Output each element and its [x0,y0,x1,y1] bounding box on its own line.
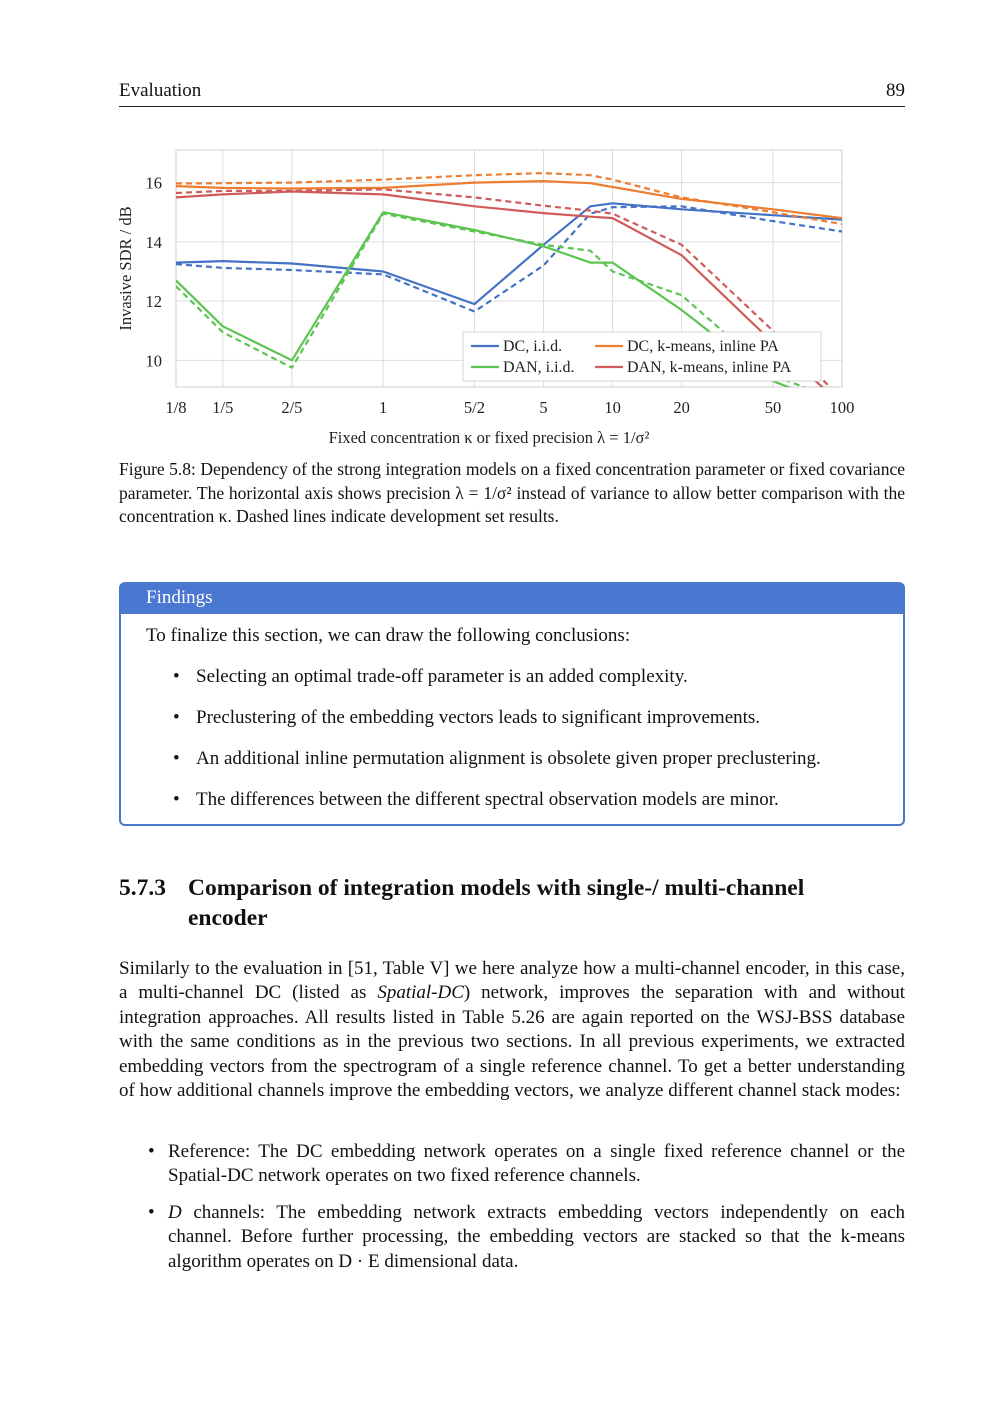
x-tick-label: 100 [829,398,855,417]
legend-label: DAN, i.i.d. [503,359,575,376]
series-line [176,206,842,311]
list-item-lead: D [168,1201,182,1223]
sdr-line-chart [100,140,880,452]
findings-list [173,666,821,830]
list-item [148,1140,905,1189]
body-paragraph [119,957,905,1103]
series-line [176,203,842,304]
y-tick-label: 12 [145,292,162,312]
y-tick-label: 16 [145,173,162,193]
x-axis-label: Fixed concentration κ or fixed precision λ = 1/σ² [328,428,650,447]
section-number: 5.7.3 [119,875,166,901]
findings-box [119,582,905,826]
x-tick-label: 1/8 [165,398,187,417]
list-item-text: channels: The embedding network extracts embedding vectors independently on each channel. Before further processing, the embedding vectors are stacked so that the k-means algorithm operates on D · E dimensional data. [168,1201,905,1272]
x-tick-label: 5/2 [463,398,486,417]
x-tick-label: 1/5 [212,398,234,417]
findings-item: • Selecting an optimal trade-off parameter is an added complexity. [173,666,821,707]
findings-item: • The differences between the different spectral observation models are minor. [173,789,821,830]
figure-caption [119,458,905,529]
findings-item: • An additional inline permutation alignment is obsolete given proper preclustering. [173,748,821,789]
y-tick-label: 14 [145,232,162,252]
list-item-text: Reference: The DC embedding network operates on a single fixed reference channel or the Spatial-DC network operates on two fixed reference channels. [168,1141,905,1187]
body-text-emphasis: Spatial-DC [377,982,464,1004]
body-text-part1: Similarly to the evaluation in [51, Table V] we here analyze how a multi-channel encoder, in this case, a multi-channel DC (listed as [119,958,905,1004]
y-axis-label: Invasive SDR / dB [116,206,135,331]
x-tick-label: 10 [604,398,621,417]
header-title: Evaluation [119,80,202,101]
caption-text: Dependency of the strong integration models on a fixed concentration parameter or fixed covariance parameter. The horizontal axis shows precision λ = 1/σ² instead of variance to allow better comparison with the concentration κ. Dashed lines indicate development set results. [119,459,905,526]
caption-prefix: Figure 5.8: [119,459,201,479]
findings-item: • Preclustering of the embedding vectors leads to significant improvements. [173,707,821,748]
legend-label: DC, i.i.d. [503,338,563,355]
y-tick-label: 10 [145,351,162,371]
legend-label: DC, k-means, inline PA [627,338,779,355]
running-header [119,80,905,107]
x-tick-label: 20 [673,398,690,417]
x-tick-label: 5 [539,398,548,417]
list-item [148,1201,905,1274]
x-tick-label: 1 [379,398,388,417]
x-tick-label: 2/5 [281,398,303,417]
findings-intro: To finalize this section, we can draw the following conclusions: [146,625,631,646]
channel-mode-list [148,1140,905,1286]
section-title: Comparison of integration models with single-/ multi-channel encoder [188,875,805,931]
page-number: 89 [886,80,905,101]
body-text-part2: ) network, improves the separation with and without integration approaches. All results listed in Table 5.26 are again reported on the WSJ-BSS database with the same conditions as in the previous two sections. In all previous experiments, we extracted embedding vectors from the spectrogram of a single reference channel. To get a better understanding of how additional channels improve the embedding vectors, we analyze different channel stack modes: [119,982,906,1102]
legend-label: DAN, k-means, inline PA [627,359,792,376]
findings-title: Findings [121,584,903,614]
x-tick-label: 50 [764,398,782,417]
